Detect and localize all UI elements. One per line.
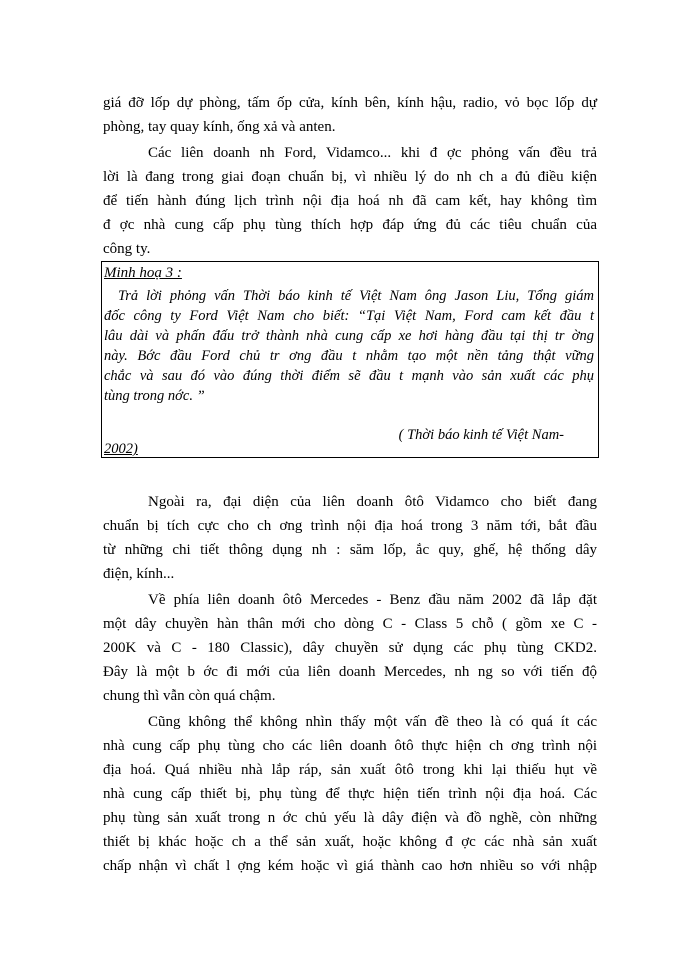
text-line: thiết bị khác hoặc ch a thể sản xuất, hoặc không đ ợc các nhà sản xuất [103,834,597,850]
text-line: Đây là một b ớc đi mới của liên doanh Mercedes, nh ng so với tiến độ [103,664,597,680]
paragraph-continuation [103,91,597,139]
text-line: điện, kính... [103,566,175,582]
text-line: công ty. [103,241,151,257]
quote-line: này. Bớc đầu Ford chủ tr ơng đầu t nhằm tạo một nền tảng thật vững [104,348,594,364]
illustration-box [101,261,599,458]
text-line: phòng, tay quay kính, ống xả và anten. [103,119,336,135]
text-line: nhà cung cấp phụ tùng cho các liên doanh ôtô thực hiện ch ơng trình nội [103,738,597,754]
text-line: để tiến hành đúng lịch trình nội địa hoá nh đã cam kết, hay không tìm [103,193,597,209]
paragraph-joint-ventures [103,141,597,261]
paragraph-vidamco [103,490,597,586]
text-line: phụ tùng sản xuất trong n ớc chủ yếu là dây điện và đồ nghề, còn những [103,810,597,826]
quote-line: lâu dài và phấn đấu trở thành nhà cung cấp xe hơi hàng đầu tại thị tr ờng [104,328,594,344]
quote-line: tùng trong nớc. ” [104,388,205,404]
quote-line: chắc và sau đó vào đúng thời điểm sẽ đầu t mạnh vào sản xuất các phụ [104,368,594,384]
text-line: đ ợc nhà cung cấp phụ tùng thích hợp đáp ứng đủ các tiêu chuẩn của [103,217,597,233]
text-line: Các liên doanh nh Ford, Vidamco... khi đ ợc phỏng vấn đều trả [148,145,597,161]
text-line: 200K và C - 180 Classic), dây chuyền sử dụng các phụ tùng CKD2. [103,640,597,656]
quote-line: Trả lời phỏng vấn Thời báo kinh tế Việt Nam ông Jason Liu, Tổng giám [118,288,594,304]
illustration-year: 2002) [104,441,138,457]
illustration-source: ( Thời báo kinh tế Việt Nam- [398,427,564,443]
text-line: chấp nhận vì chất l ợng kém hoặc vì giá thành cao hơn nhiều so với nhập [103,858,597,874]
illustration-title: Minh hoạ 3 : [104,265,182,281]
illustration-quote [104,286,594,406]
text-line: từ những chi tiết thông dụng nh : săm lốp, ắc quy, ghế, hệ thống dây [103,542,597,558]
text-line: địa hoá. Quá nhiều nhà lắp ráp, sản xuất ôtô trong khi lại thiếu hụt về [103,762,597,778]
text-line: Cũng không thể không nhìn thấy một vấn đề theo là có quá ít các [148,714,597,730]
paragraph-mercedes [103,588,597,708]
text-line: nhà cung cấp thiết bị, phụ tùng để thực hiện tiến trình nội địa hoá. Các [103,786,597,802]
text-line: lời là đang trong giai đoạn chuẩn bị, vì nhiều lý do nh ch a đủ điều kiện [103,169,597,185]
text-line: một dây chuyền hàn thân mới cho dòng C - Class 5 chỗ ( gồm xe C - [103,616,597,632]
text-line: Về phía liên doanh ôtô Mercedes - Benz đầu năm 2002 đã lắp đặt [148,592,597,608]
text-line: Ngoài ra, đại diện của liên doanh ôtô Vidamco cho biết đang [148,494,597,510]
text-line: chung thì vẫn còn quá chậm. [103,688,276,704]
paragraph-suppliers [103,710,597,878]
quote-line: đốc công ty Ford Việt Nam cho biết: “Tại Việt Nam, Ford cam kết đầu t [104,308,594,324]
text-line: giá đỡ lốp dự phòng, tấm ốp cửa, kính bên, kính hậu, radio, vỏ bọc lốp dự [103,95,597,111]
text-line: chuẩn bị tích cực cho ch ơng trình nội địa hoá trong 3 năm tới, bắt đầu [103,518,597,534]
